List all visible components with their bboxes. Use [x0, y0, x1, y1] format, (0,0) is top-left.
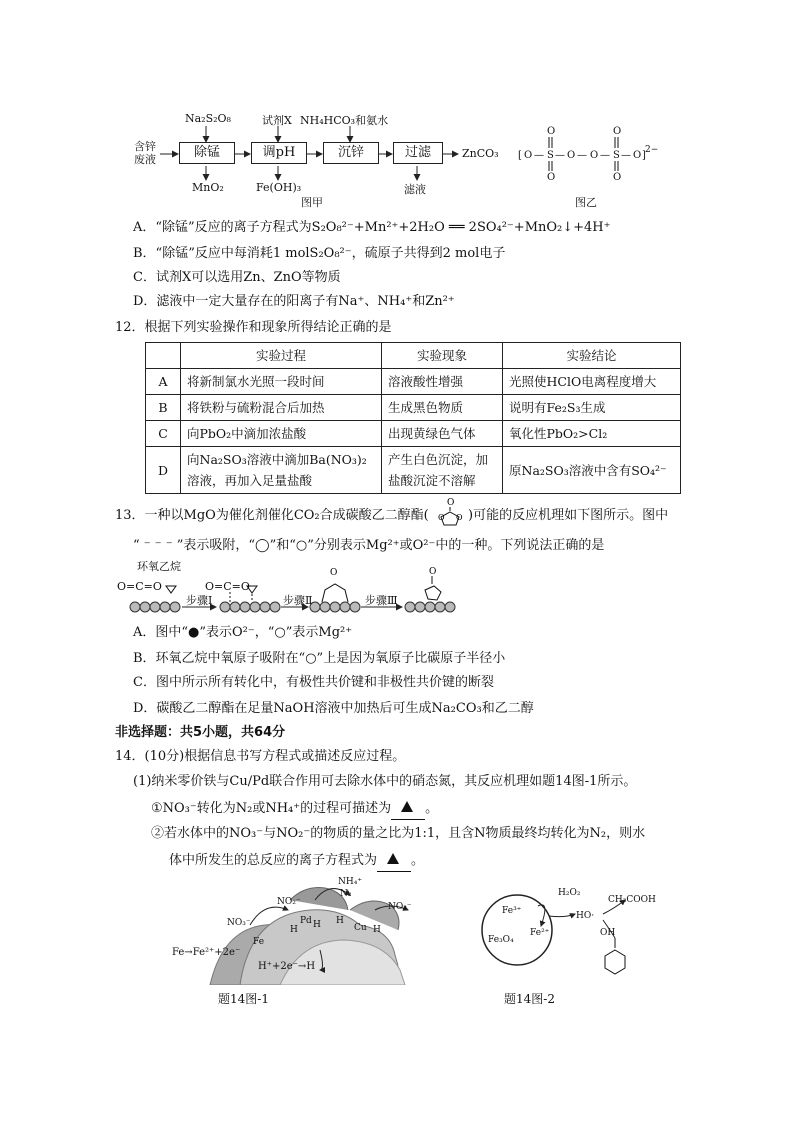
fig2-oh: OH — [600, 928, 616, 938]
fig2-ho-radical: HO· — [576, 911, 595, 921]
q12-table — [145, 342, 681, 494]
co2-label: O=C=O — [117, 580, 162, 593]
fig1-pd: Pd — [300, 916, 312, 926]
svg-text:O: O — [547, 126, 556, 137]
table-header: 实验结论 — [503, 343, 681, 369]
fig1-h2: H — [313, 920, 321, 930]
triangle-icon — [401, 801, 413, 812]
q13-stem-line2: “ ⁻ ⁻ ⁻ ”表示吸附，“◯”和“○”分别表示Mg²⁺或O²⁻中的一种。下列说法正确的是 — [133, 538, 605, 553]
fig2-ch3cooh: CH₃COOH — [608, 895, 656, 905]
svg-text:O: O — [590, 150, 599, 161]
q14-part1a-end: 。 — [425, 801, 439, 816]
ethylene-carbonate-icon — [429, 496, 469, 528]
svg-text:O: O — [447, 498, 455, 508]
answer-blank[interactable] — [391, 797, 425, 820]
fig2-h2o2: H₂O₂ — [558, 888, 581, 898]
step-box-chenxin: 沉锌 — [323, 142, 379, 164]
svg-text:O: O — [438, 513, 445, 522]
step-box-chumeng: 除锰 — [179, 142, 235, 164]
table-cell: 说明有Fe₂S₃生成 — [503, 395, 681, 421]
q13-option-c: C．图中所示所有转化中，有极性共价键和非极性共价键的断裂 — [133, 675, 494, 690]
table-cell: 产生白色沉淀，加盐酸沉淀不溶解 — [382, 447, 503, 494]
step-box-guolv: 过滤 — [393, 142, 443, 164]
fig1-h3: H — [336, 916, 344, 926]
start-label: 含锌废液 — [134, 140, 156, 166]
output-filtrate: 滤液 — [404, 183, 426, 196]
svg-text:O: O — [524, 150, 533, 161]
svg-text:O: O — [330, 568, 338, 578]
step-3-label: 步骤Ⅲ — [365, 594, 398, 607]
svg-text:—: — — [600, 150, 610, 161]
table-row — [146, 447, 681, 494]
epoxide-label: 环氧乙烷 — [137, 560, 181, 573]
svg-text:O: O — [456, 513, 463, 522]
fig1-no3: NO₃⁻ — [227, 918, 251, 928]
table-cell: 向Na₂SO₃溶液中滴加Ba(NO₃)₂溶液，再加入足量盐酸 — [181, 447, 382, 494]
table-cell: 向PbO₂中滴加浓盐酸 — [181, 421, 382, 447]
fig2-fe2: Fe²⁺ — [530, 928, 550, 938]
svg-text:S: S — [613, 150, 620, 161]
table-row — [146, 421, 681, 447]
fig1-h1: H — [290, 925, 298, 935]
q11-option-a: A．“除锰”反应的离子方程式为S₂O₈²⁻+Mn²⁺+2H₂O ══ 2SO₄²⁻+MnO₂↓+4H⁺ — [133, 220, 611, 235]
figure-yi-charge: 2− — [645, 145, 659, 155]
svg-text:]: ] — [642, 150, 646, 161]
fig1-h4: H — [373, 925, 381, 935]
q14-stem: 14．(10分)根据信息书写方程式或描述反应过程。 — [115, 749, 406, 764]
table-cell: D — [146, 447, 181, 494]
step-2-label: 步骤Ⅱ — [283, 594, 313, 607]
fig14-2-caption: 题14图-2 — [504, 992, 555, 1006]
q13-option-a: A．图中“●”表示O²⁻，“○”表示Mg²⁺ — [133, 625, 353, 640]
q14-part1b-line1: ②若水体中的NO₃⁻与NO₂⁻的物质的量之比为1:1，且含N物质最终均转化为N₂，则水 — [151, 826, 646, 841]
output-mno2: MnO₂ — [192, 181, 224, 194]
fig1-fe-eq: Fe→Fe²⁺+2e⁻ — [172, 947, 241, 958]
q13-option-b: B．环氧乙烷中氧原子吸附在“○”上是因为氧原子比碳原子半径小 — [133, 651, 506, 666]
svg-text:S: S — [547, 150, 554, 161]
table-cell: 出现黄绿色气体 — [382, 421, 503, 447]
q11-option-d: D．滤液中一定大量存在的阳离子有Na⁺、NH₄⁺和Zn²⁺ — [133, 294, 455, 309]
output-feoh3: Fe(OH)₃ — [256, 181, 302, 194]
svg-text:[: [ — [518, 150, 522, 161]
step-box-tiaoph: 调pH — [251, 142, 307, 164]
fig1-fe: Fe — [253, 937, 265, 947]
svg-text:O: O — [547, 172, 556, 183]
svg-text:O: O — [429, 567, 437, 577]
fig2-fe3o4: Fe₃O₄ — [488, 935, 514, 945]
input-reagent-x: 试剂X — [262, 114, 292, 127]
input-nh4hco3: NH₄HCO₃和氨水 — [300, 114, 389, 127]
fig1-n2: N₂ — [340, 889, 352, 899]
q12-stem: 12．根据下列实验操作和现象所得结论正确的是 — [115, 320, 392, 335]
figure-yi-structure — [515, 125, 690, 185]
fig1-no2-b: NO₂⁻ — [388, 902, 412, 912]
figure-yi-caption: 图乙 — [575, 196, 597, 209]
table-cell: 将新制氯水光照一段时间 — [181, 369, 382, 395]
fig1-no2-a: NO₂⁻ — [277, 897, 301, 907]
svg-text:—: — — [577, 150, 587, 161]
step-1-label: 步骤Ⅰ — [186, 594, 213, 607]
q13-stem-line1a: 13．一种以MgO为催化剂催化CO₂合成碳酸乙二醇酯( — [115, 508, 429, 523]
svg-text:—: — — [534, 150, 544, 161]
product-znco3: ZnCO₃ — [462, 147, 499, 160]
q14-part1b-text: 体中所发生的总反应的离子方程式为 — [169, 853, 378, 868]
co2-label: O=C=O — [205, 580, 250, 593]
q14-part1: (1)纳米零价铁与Cu/Pd联合作用可去除水体中的硝态氮，其反应机理如题14图-1所示。 — [133, 774, 637, 789]
svg-text:—: — — [621, 150, 631, 161]
fig1-cu: Cu — [354, 923, 367, 933]
table-cell: 光照使HClO电离程度增大 — [503, 369, 681, 395]
fig14-1-caption: 题14图-1 — [218, 992, 269, 1006]
fig1-h-eq: H⁺+2e⁻→H — [258, 961, 316, 972]
table-cell: 将铁粉与硫粉混合后加热 — [181, 395, 382, 421]
table-cell: 原Na₂SO₃溶液中含有SO₄²⁻ — [503, 447, 681, 494]
table-cell: A — [146, 369, 181, 395]
q14-part1b-end: 。 — [411, 853, 425, 868]
table-cell: B — [146, 395, 181, 421]
q14-part1a-text: ①NO₃⁻转化为N₂或NH₄⁺的过程可描述为 — [151, 801, 392, 816]
table-row — [146, 395, 681, 421]
table-header: 实验过程 — [181, 343, 382, 369]
svg-text:O: O — [613, 126, 622, 137]
table-cell: 溶液酸性增强 — [382, 369, 503, 395]
table-cell: 氧化性PbO₂>Cl₂ — [503, 421, 681, 447]
table-row — [146, 369, 681, 395]
triangle-icon — [387, 853, 399, 864]
svg-text:O: O — [567, 150, 576, 161]
input-na2s2o8: Na₂S₂O₈ — [185, 112, 231, 125]
svg-text:O: O — [613, 172, 622, 183]
fig2-fe3: Fe³⁺ — [502, 906, 522, 916]
q11-option-c: C．试剂X可以选用Zn、ZnO等物质 — [133, 270, 341, 285]
q14-part1a — [151, 797, 438, 820]
table-cell: C — [146, 421, 181, 447]
svg-text:—: — — [555, 150, 565, 161]
table-cell: 生成黑色物质 — [382, 395, 503, 421]
figure-jia-caption: 图甲 — [301, 196, 323, 209]
table-header-row — [146, 343, 681, 369]
q13-stem-line1b: )可能的反应机理如下图所示。图中 — [468, 508, 669, 523]
svg-text:O: O — [633, 150, 642, 161]
fig1-nh4: NH₄⁺ — [338, 877, 363, 887]
answer-blank[interactable] — [377, 849, 411, 872]
table-header: 实验现象 — [382, 343, 503, 369]
q11-option-b: B．“除锰”反应中每消耗1 molS₂O₈²⁻，硫原子共得到2 mol电子 — [133, 246, 506, 261]
q13-option-d: D．碳酸乙二醇酯在足量NaOH溶液中加热后可生成Na₂CO₃和乙二醇 — [133, 701, 534, 716]
table-header — [146, 343, 181, 369]
q14-part1b-line2 — [169, 849, 424, 872]
section-heading: 非选择题：共5小题，共64分 — [115, 725, 286, 740]
